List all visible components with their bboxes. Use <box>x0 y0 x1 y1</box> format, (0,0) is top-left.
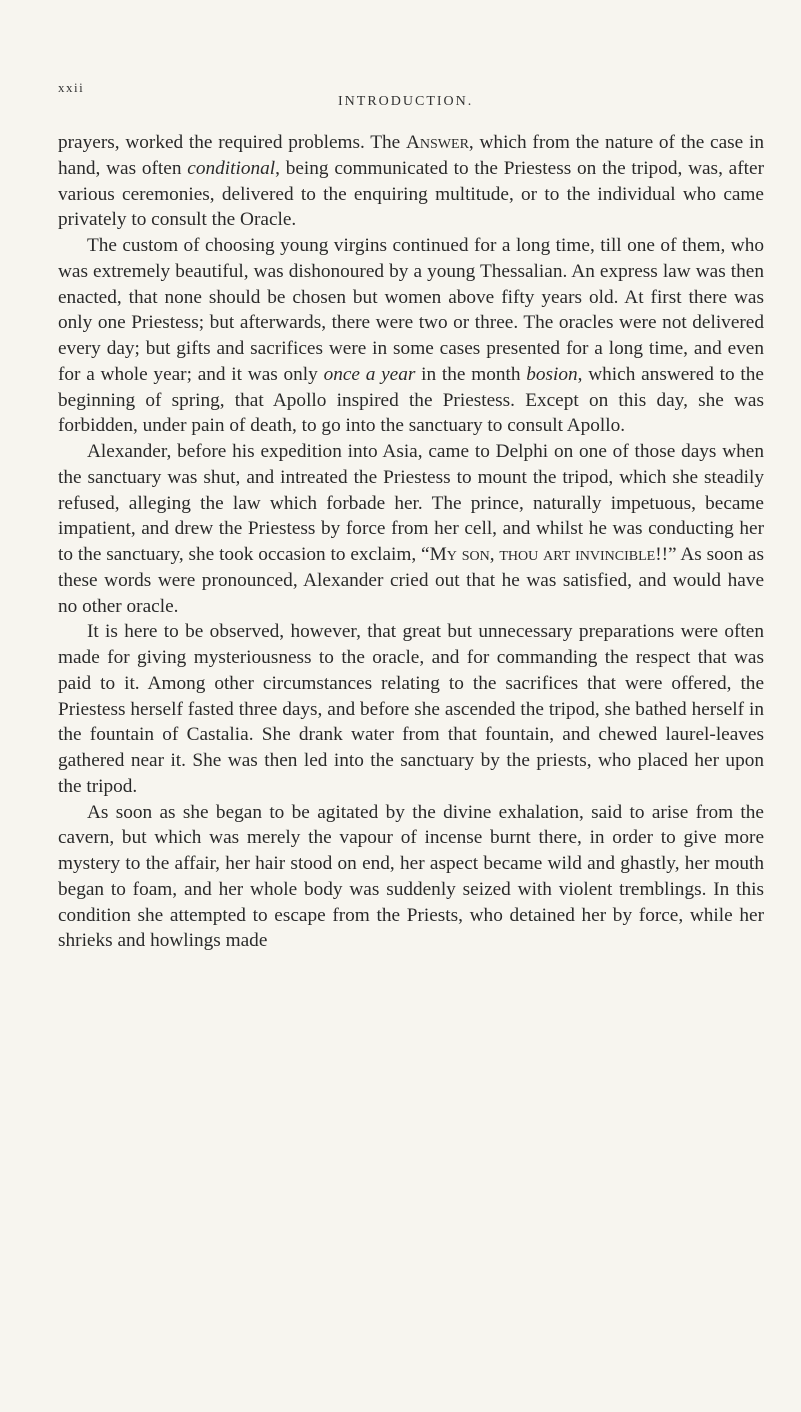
paragraph <box>58 439 764 619</box>
italic-text: bosion <box>526 363 578 385</box>
running-head-title: INTRODUCTION. <box>338 94 474 109</box>
paragraph <box>58 130 764 233</box>
text-run: !!” As soon as these words were pronounced, Alexander cried out that he was satisfied, and would have no other oracle. <box>58 544 764 617</box>
text-run: As soon as she began to be agitated by the divine exhalation, said to arise from the cavern, but which was merely the vapour of incense burnt there, in order to give more mystery to the affair, her hair stood on end, her aspect became wild and ghastly, her mouth began to foam, and her whole body was suddenly seized with violent tremblings. In this condition she attempted to escape from the Priests, who detained her by force, while her shrieks and howlings made <box>58 801 764 952</box>
running-head <box>58 80 771 109</box>
italic-text: once a year <box>323 363 416 385</box>
page-number: xxii <box>58 80 85 95</box>
paragraph <box>58 233 764 439</box>
text-run: , being communicated to the Priestess on the tripod, was, after various ceremonies, delivered to the enquiring multitude, or to the individual who came privately to consult the Oracle. <box>58 157 764 231</box>
text-run: The custom of choosing young virgins continued for a long time, till one of them, who was extremely beautiful, was dishonoured by a young Thessalian. An express law was then enacted, that none should be chosen but women above fifty years old. At first there was only one Priestess; but afterwards, there were two or three. The oracles were not delivered every day; but gifts and sacrifices were in some cases presented for a long time, and even for a whole year; and it was only <box>58 235 764 385</box>
text-run: , which from the nature of the case in hand, was often <box>58 132 764 179</box>
body-text <box>58 130 764 954</box>
paragraph <box>58 619 764 799</box>
text-run: , which answered to the beginning of spring, that Apollo inspired the Priestess. Except on this day, she was forbidden, under pain of death, to go into the sanctuary to consult Apollo. <box>58 363 764 437</box>
text-run: Alexander, before his expedition into Asia, came to Delphi on one of those days when the sanctuary was shut, and intreated the Priestess to mount the tripod, which she steadily refused, alleging the law which forbade her. The prince, naturally impetuous, became impatient, and drew the Priestess by force from her cell, and whilst he was conducting her to the sanctuary, she took occasion to exclaim, “ <box>58 441 764 565</box>
small-caps-text: My son, thou art invincible <box>429 544 656 565</box>
text-run: prayers, worked the required problems. The <box>58 132 406 153</box>
paragraph <box>58 800 764 955</box>
text-run: It is here to be observed, however, that great but unnecessary preparations were often made for giving mysteriousness to the oracle, and for commanding the respect that was paid to it. Among other circumstances relating to the sacrifices that were offered, the Priestess herself fasted three days, and before she ascended the tripod, she bathed herself in the fountain of Castalia. She drank water from that fountain, and chewed laurel-leaves gathered near it. She was then led into the sanctuary by the priests, who placed her upon the tripod. <box>58 621 764 797</box>
text-run: in the month <box>415 363 527 385</box>
small-caps-text: Answer <box>405 132 469 153</box>
italic-text: conditional <box>187 157 276 179</box>
